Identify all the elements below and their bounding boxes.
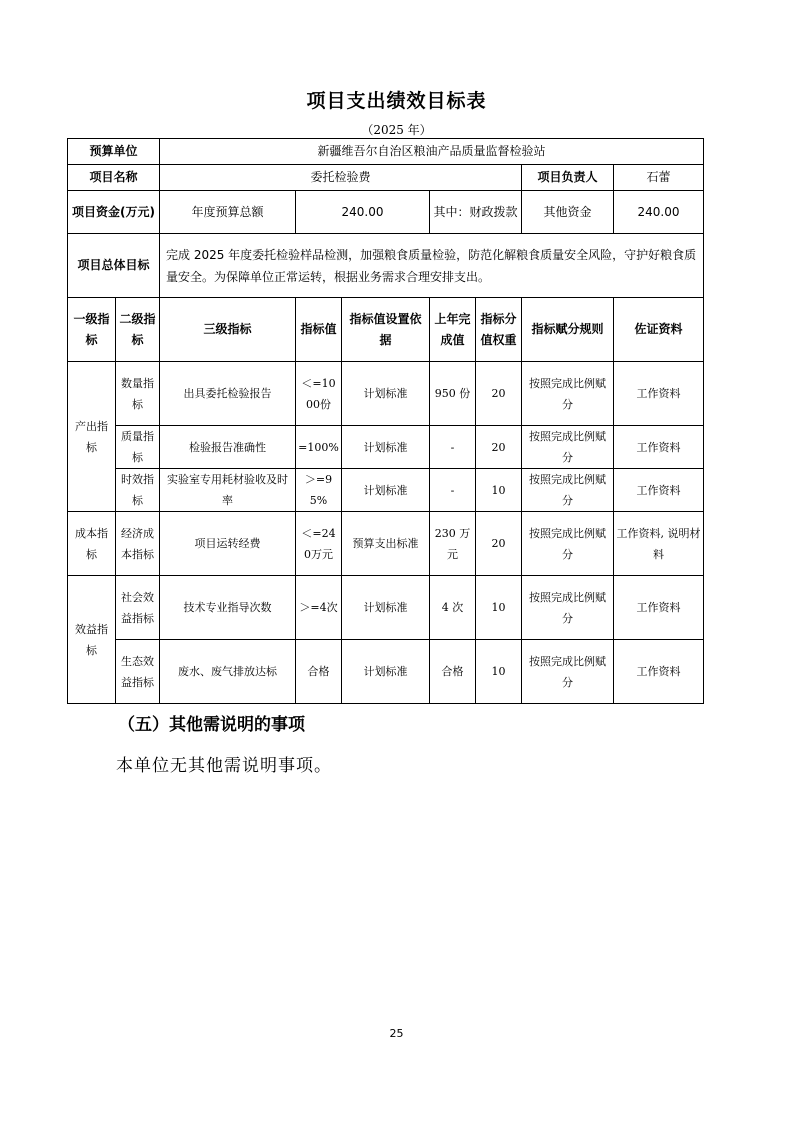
header-level2: 二级指标 — [116, 298, 160, 362]
basis-cell: 计划标准 — [342, 576, 430, 640]
budget-unit-row — [68, 139, 704, 165]
project-name-label: 项目名称 — [68, 165, 160, 191]
level2-cell: 数量指标 — [116, 362, 160, 426]
leader-label: 项目负责人 — [522, 165, 614, 191]
section-heading: （五）其他需说明的事项 — [118, 715, 305, 735]
table-row — [68, 576, 704, 640]
fiscal-label: 其中：财政拨款 — [430, 191, 522, 234]
rule-cell: 按照完成比例赋分 — [522, 640, 614, 704]
evidence-cell: 工作资料, 说明材料 — [614, 512, 704, 576]
value-cell: 合格 — [296, 640, 342, 704]
group-cost: 成本指标 — [68, 512, 116, 576]
level2-cell: 质量指标 — [116, 426, 160, 469]
weight-cell: 20 — [476, 426, 522, 469]
table-row — [68, 426, 704, 469]
leader-value: 石蕾 — [614, 165, 704, 191]
table-row — [68, 512, 704, 576]
project-name-value: 委托检验费 — [160, 165, 522, 191]
weight-cell: 20 — [476, 512, 522, 576]
last-year-cell: - — [430, 426, 476, 469]
basis-cell: 计划标准 — [342, 362, 430, 426]
performance-table — [67, 138, 703, 704]
budget-unit-value: 新疆维吾尔自治区粮油产品质量监督检验站 — [160, 139, 704, 165]
level3-cell: 项目运转经费 — [160, 512, 296, 576]
table-row — [68, 469, 704, 512]
level2-cell: 经济成本指标 — [116, 512, 160, 576]
last-year-cell: 950 份 — [430, 362, 476, 426]
overall-goal-text: 完成 2025 年度委托检验样品检测，加强粮食质量检验，防范化解粮食质量安全风险，守护好粮食质量安全。为保障单位正常运转，根据业务需求合理安排支出。 — [160, 234, 704, 298]
rule-cell: 按照完成比例赋分 — [522, 362, 614, 426]
section-text: 本单位无其他需说明事项。 — [116, 756, 332, 776]
level3-cell: 检验报告准确性 — [160, 426, 296, 469]
overall-goal-label: 项目总体目标 — [68, 234, 160, 298]
rule-cell: 按照完成比例赋分 — [522, 512, 614, 576]
basis-cell: 预算支出标准 — [342, 512, 430, 576]
year-label: （2025 年） — [361, 123, 432, 137]
basis-cell: 计划标准 — [342, 469, 430, 512]
header-level3: 三级指标 — [160, 298, 296, 362]
level2-cell: 生态效益指标 — [116, 640, 160, 704]
value-cell: ＜=1000份 — [296, 362, 342, 426]
weight-cell: 10 — [476, 640, 522, 704]
page-title: 项目支出绩效目标表 — [306, 90, 487, 112]
weight-cell: 20 — [476, 362, 522, 426]
other-value: 240.00 — [614, 191, 704, 234]
header-row — [68, 298, 704, 362]
level2-cell: 时效指标 — [116, 469, 160, 512]
header-value: 指标值 — [296, 298, 342, 362]
evidence-cell: 工作资料 — [614, 426, 704, 469]
group-benefit: 效益指标 — [68, 576, 116, 704]
last-year-cell: 合格 — [430, 640, 476, 704]
weight-cell: 10 — [476, 576, 522, 640]
evidence-cell: 工作资料 — [614, 576, 704, 640]
table-row — [68, 362, 704, 426]
last-year-cell: - — [430, 469, 476, 512]
level3-cell: 实验室专用耗材验收及时率 — [160, 469, 296, 512]
level3-cell: 废水、废气排放达标 — [160, 640, 296, 704]
evidence-cell: 工作资料 — [614, 469, 704, 512]
funds-label: 项目资金(万元) — [68, 191, 160, 234]
last-year-cell: 230 万元 — [430, 512, 476, 576]
rule-cell: 按照完成比例赋分 — [522, 469, 614, 512]
header-weight: 指标分值权重 — [476, 298, 522, 362]
value-cell: =100% — [296, 426, 342, 469]
table-row — [68, 640, 704, 704]
rule-cell: 按照完成比例赋分 — [522, 576, 614, 640]
rule-cell: 按照完成比例赋分 — [522, 426, 614, 469]
header-last-year: 上年完成值 — [430, 298, 476, 362]
level2-cell: 社会效益指标 — [116, 576, 160, 640]
level3-cell: 出具委托检验报告 — [160, 362, 296, 426]
weight-cell: 10 — [476, 469, 522, 512]
funds-row — [68, 191, 704, 234]
group-output: 产出指标 — [68, 362, 116, 512]
header-level1: 一级指标 — [68, 298, 116, 362]
evidence-cell: 工作资料 — [614, 640, 704, 704]
page-number: 25 — [389, 1027, 404, 1040]
basis-cell: 计划标准 — [342, 640, 430, 704]
header-evidence: 佐证资料 — [614, 298, 704, 362]
value-cell: ＞=4次 — [296, 576, 342, 640]
other-label: 其他资金 — [522, 191, 614, 234]
header-basis: 指标值设置依据 — [342, 298, 430, 362]
header-rule: 指标赋分规则 — [522, 298, 614, 362]
budget-unit-label: 预算单位 — [68, 139, 160, 165]
level3-cell: 技术专业指导次数 — [160, 576, 296, 640]
value-cell: ＞=95% — [296, 469, 342, 512]
overall-goal-row — [68, 234, 704, 298]
value-cell: ＜=240万元 — [296, 512, 342, 576]
annual-total-label: 年度预算总额 — [160, 191, 296, 234]
last-year-cell: 4 次 — [430, 576, 476, 640]
basis-cell: 计划标准 — [342, 426, 430, 469]
annual-total-value: 240.00 — [296, 191, 430, 234]
evidence-cell: 工作资料 — [614, 362, 704, 426]
project-name-row — [68, 165, 704, 191]
